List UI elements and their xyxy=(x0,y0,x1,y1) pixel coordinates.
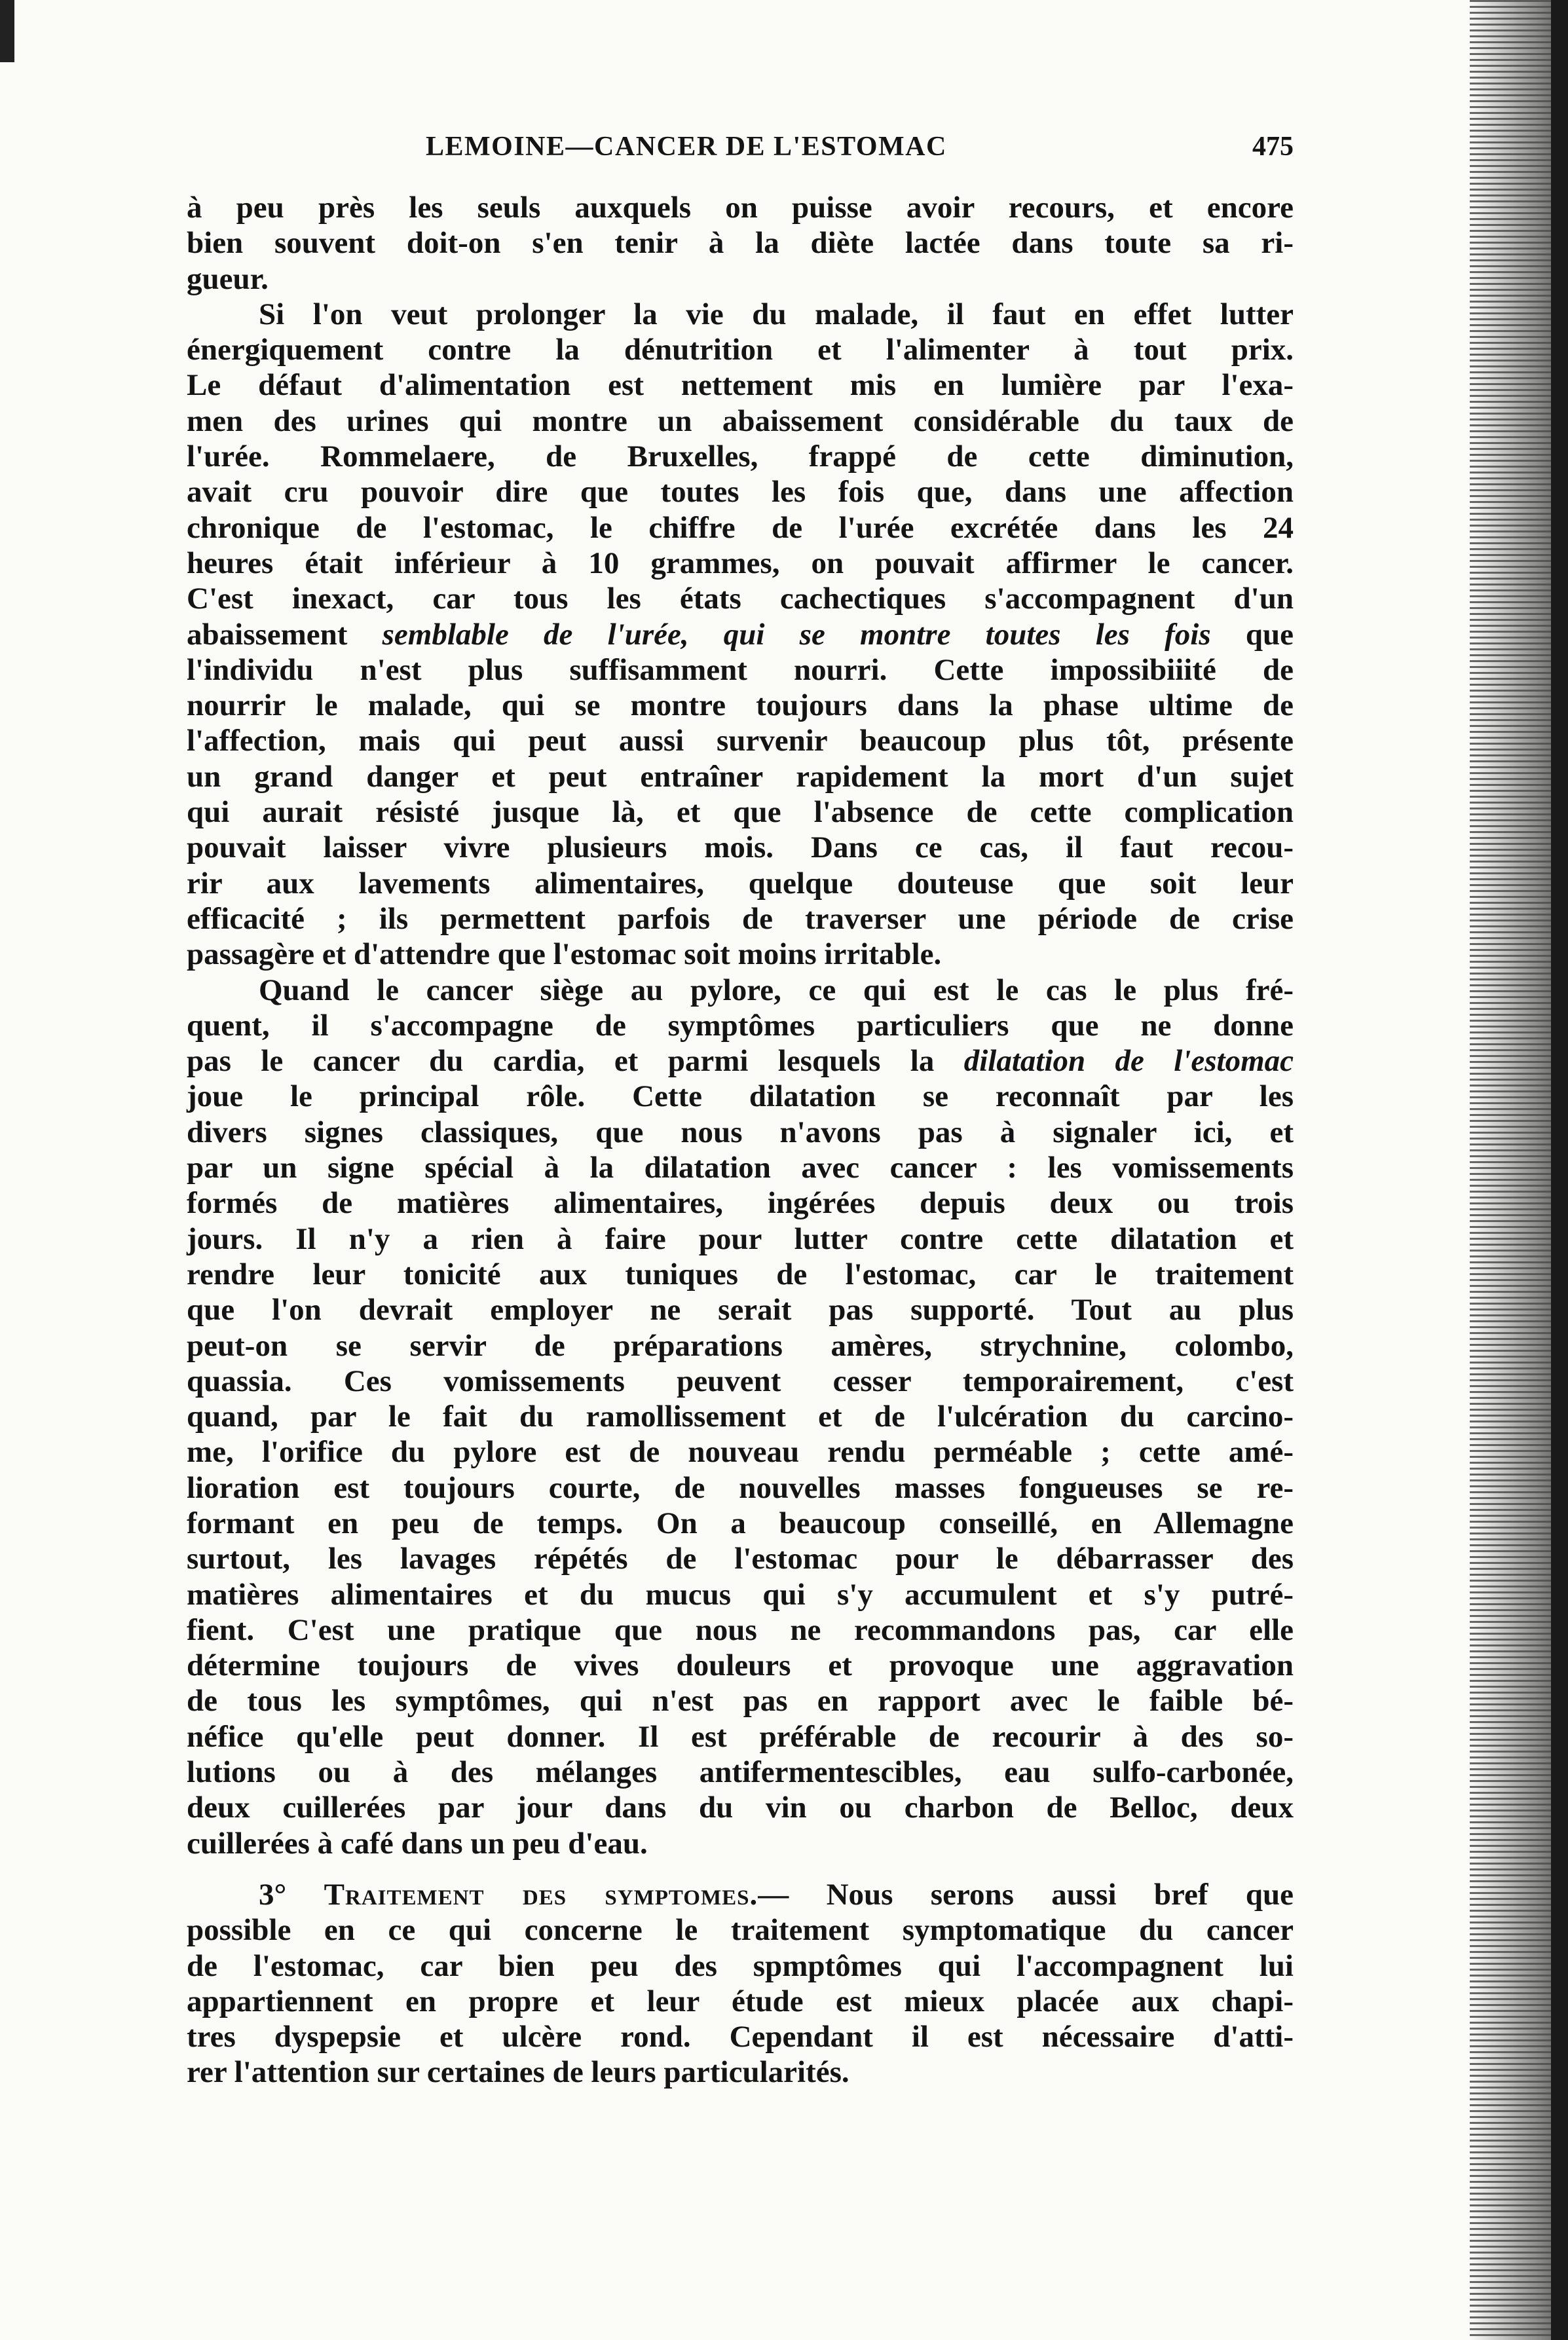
text-line: lutions ou à des mélanges antifermentescibles, eau sulfo-carbonée, xyxy=(187,1755,1294,1790)
text-line: néfice qu'elle peut donner. Il est préférable de recourir à des so- xyxy=(187,1719,1294,1754)
section-spacer xyxy=(187,1861,1294,1877)
section-number: 3° xyxy=(259,1877,287,1912)
text-line: que l'on devrait employer ne serait pas supporté. Tout au plus xyxy=(187,1293,1294,1328)
scan-edge-border xyxy=(1551,0,1568,2340)
text-line: lioration est toujours courte, de nouvelles masses fongueuses se re- xyxy=(187,1470,1294,1505)
text-line: joue le principal rôle. Cette dilatation se reconnaît par les xyxy=(187,1079,1294,1114)
section-paragraph xyxy=(187,1877,1294,2090)
text-line: appartiennent en propre et leur étude est mieux placée aux chapi- xyxy=(187,1984,1294,2018)
text-line: avait cru pouvoir dire que toutes les fois que, dans une affection xyxy=(187,475,1294,510)
text-line: C'est inexact, car tous les états cachectiques s'accompagnent d'un xyxy=(187,582,1294,616)
text-line: men des urines qui montre un abaissement considérable du taux de xyxy=(187,403,1294,438)
text-line: rer l'attention sur certaines de leurs particularités. xyxy=(187,2055,849,2090)
text-line: Le défaut d'alimentation est nettement mis en lumière par l'exa- xyxy=(187,368,1294,403)
italic-run: semblable de l'urée, qui se montre toutes les fois xyxy=(382,617,1211,652)
text-line: détermine toujours de vives douleurs et provoque une aggravation xyxy=(187,1648,1294,1683)
text-line: chronique de l'estomac, le chiffre de l'urée excrétée dans les 24 xyxy=(187,510,1294,545)
text-line: un grand danger et peut entraîner rapidement la mort d'un sujet xyxy=(187,759,1294,794)
section-heading-line xyxy=(187,1877,1294,1912)
text-line-with-emphasis xyxy=(187,617,1294,652)
text-line: divers signes classiques, que nous n'avons pas à signaler ici, et xyxy=(187,1115,1294,1149)
text-line: nourrir le malade, qui se montre toujours dans la phase ultime de xyxy=(187,688,1294,723)
text-line: deux cuillerées par jour dans du vin ou charbon de Belloc, deux xyxy=(187,1791,1294,1825)
text-line: formés de matières alimentaires, ingérées depuis deux ou trois xyxy=(187,1186,1294,1221)
plain-run: abaissement xyxy=(187,617,383,652)
paragraph xyxy=(187,190,1294,297)
heading-line-rest: — Nous serons aussi bref que xyxy=(758,1877,1294,1912)
text-line: énergiquement contre la dénutrition et l'alimenter à tout prix. xyxy=(187,333,1294,367)
text-line: cuillerées à café dans un peu d'eau. xyxy=(187,1826,648,1861)
text-line: tres dyspepsie et ulcère rond. Cependant il est nécessaire d'atti- xyxy=(187,2020,1294,2054)
text-line: heures était inférieur à 10 grammes, on pouvait affirmer le cancer. xyxy=(187,546,1294,580)
scan-corner-mark xyxy=(0,0,14,62)
text-line: qui aurait résisté jusque là, et que l'absence de cette complication xyxy=(187,795,1294,830)
text-line: me, l'orifice du pylore est de nouveau rendu perméable ; cette amé- xyxy=(187,1435,1294,1470)
text-line: à peu près les seuls auxquels on puisse avoir recours, et encore xyxy=(187,191,1294,225)
paragraph xyxy=(187,973,1294,1861)
text-line-with-emphasis xyxy=(187,1043,1294,1079)
body-text xyxy=(187,190,1294,2090)
text-line: gueur. xyxy=(187,261,269,296)
text-line: matières alimentaires et du mucus qui s'y accumulent et s'y putré- xyxy=(187,1577,1294,1612)
text-line: jours. Il n'y a rien à faire pour lutter contre cette dilatation et xyxy=(187,1221,1294,1256)
text-line: l'individu n'est plus suffisamment nourri. Cette impossibiiité de xyxy=(187,652,1294,687)
page-header xyxy=(187,131,1294,170)
text-line: Si l'on veut prolonger la vie du malade, il faut en effet lutter xyxy=(259,297,1294,331)
text-line: efficacité ; ils permettent parfois de traverser une période de crise xyxy=(187,901,1294,936)
text-line: pouvait laisser vivre plusieurs mois. Dans ce cas, il faut recou- xyxy=(187,830,1294,865)
text-line: Quand le cancer siège au pylore, ce qui est le cas le plus fré- xyxy=(259,973,1294,1007)
text-line: l'affection, mais qui peut aussi survenir beaucoup plus tôt, présente xyxy=(187,724,1294,758)
italic-run: dilatation de l'estomac xyxy=(963,1044,1294,1079)
text-line: rendre leur tonicité aux tuniques de l'estomac, car le traitement xyxy=(187,1257,1294,1291)
text-line: quand, par le fait du ramollissement et de l'ulcération du carcino- xyxy=(187,1400,1294,1434)
text-line: rir aux lavements alimentaires, quelque douteuse que soit leur xyxy=(187,866,1294,901)
text-line: surtout, les lavages répétés de l'estomac pour le débarrasser des xyxy=(187,1542,1294,1576)
text-line: peut-on se servir de préparations amères, strychnine, colombo, xyxy=(187,1328,1294,1363)
text-line: bien souvent doit-on s'en tenir à la diète lactée dans toute sa ri- xyxy=(187,226,1294,261)
text-line: fient. C'est une pratique que nous ne recommandons pas, car elle xyxy=(187,1612,1294,1647)
text-line: de l'estomac, car bien peu des spmptômes qui l'accompagnent lui xyxy=(187,1948,1294,1983)
plain-run: pas le cancer du cardia, et parmi lesquels la xyxy=(187,1044,964,1079)
section-heading: Traitement des symptomes. xyxy=(324,1877,758,1912)
page-number: 475 xyxy=(1252,132,1294,162)
text-line: par un signe spécial à la dilatation avec cancer : les vomissements xyxy=(187,1151,1294,1185)
text-line: passagère et d'attendre que l'estomac soit moins irritable. xyxy=(187,937,942,972)
text-line: formant en peu de temps. On a beaucoup conseillé, en Allemagne xyxy=(187,1506,1294,1540)
running-title: LEMOINE—CANCER DE L'ESTOMAC xyxy=(426,132,947,162)
plain-run: que xyxy=(1210,617,1294,652)
text-line: possible en ce qui concerne le traitement symptomatique du cancer xyxy=(187,1913,1294,1948)
text-line: quent, il s'accompagne de symptômes particuliers que ne donne xyxy=(187,1008,1294,1043)
text-line: quassia. Ces vomissements peuvent cesser temporairement, c'est xyxy=(187,1364,1294,1398)
paragraph xyxy=(187,297,1294,973)
text-line: de tous les symptômes, qui n'est pas en rapport avec le faible bé- xyxy=(187,1684,1294,1718)
text-line: l'urée. Rommelaere, de Bruxelles, frappé de cette diminution, xyxy=(187,439,1294,474)
